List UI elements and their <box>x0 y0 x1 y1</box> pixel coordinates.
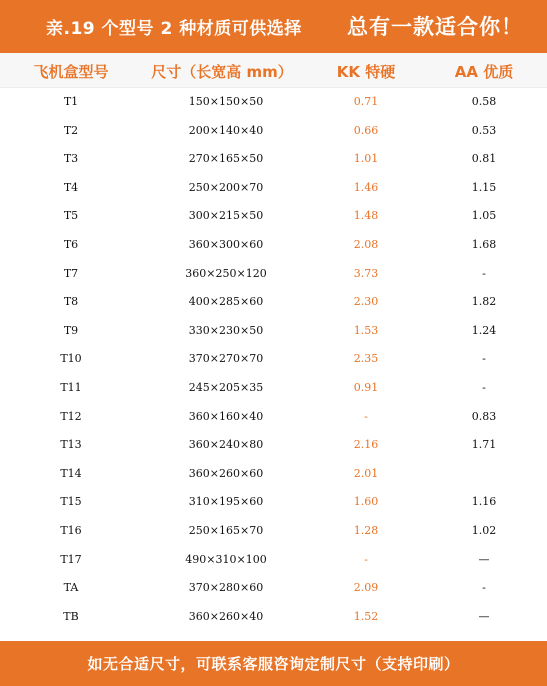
cell-size: 150×150×50 <box>188 95 264 108</box>
table-row <box>0 488 547 517</box>
cell-model: T10 <box>60 352 82 366</box>
cell-size: 250×165×70 <box>188 523 264 537</box>
table-row <box>0 517 547 546</box>
table-row <box>0 145 547 174</box>
cell-aa: - <box>482 581 486 595</box>
cell-kk: 2.35 <box>353 352 379 366</box>
cell-kk: 1.28 <box>353 523 379 537</box>
table-row <box>0 574 547 603</box>
cell-aa: - <box>482 352 486 366</box>
cell-model: T2 <box>63 123 79 137</box>
cell-kk: 2.16 <box>353 438 379 452</box>
cell-size: 245×205×35 <box>188 380 264 394</box>
cell-model: T12 <box>60 409 82 423</box>
cell-model: T9 <box>63 323 79 337</box>
cell-aa: 1.24 <box>471 323 497 337</box>
cell-aa: 0.81 <box>471 152 497 166</box>
cell-size: 330×230×50 <box>188 323 264 337</box>
cell-aa: — <box>478 609 490 623</box>
cell-size: 360×240×80 <box>188 438 264 452</box>
table-row <box>0 117 547 146</box>
table-row <box>0 231 547 260</box>
cell-aa: 1.05 <box>471 209 497 223</box>
cell-size: 370×280×60 <box>188 581 264 595</box>
cell-kk: 2.30 <box>353 295 379 309</box>
cell-model: TB <box>63 609 79 623</box>
table-header-row <box>0 53 547 88</box>
cell-model: T6 <box>63 237 79 251</box>
cell-aa: 1.02 <box>471 523 497 537</box>
cell-size: 200×140×40 <box>188 123 264 137</box>
cell-model: T5 <box>63 209 79 223</box>
cell-aa: 1.16 <box>471 495 497 509</box>
cell-kk: 0.91 <box>353 380 379 394</box>
cell-size: 360×260×40 <box>188 609 264 623</box>
table-row <box>0 374 547 403</box>
table-row <box>0 174 547 203</box>
cell-model: T4 <box>63 180 79 194</box>
table-row <box>0 88 547 117</box>
table-body <box>0 88 547 631</box>
cell-aa: - <box>482 266 486 280</box>
cell-kk: 2.01 <box>353 466 379 480</box>
cell-aa: 0.83 <box>471 409 497 423</box>
footer-text: 如无合适尺寸，可联系客服咨询定制尺寸（支持印刷） <box>87 655 460 673</box>
header-model: 飞机盒型号 <box>33 63 109 81</box>
cell-aa: 0.58 <box>471 95 497 108</box>
cell-size: 400×285×60 <box>188 295 264 309</box>
cell-model: TA <box>63 581 79 595</box>
cell-kk: 1.53 <box>353 323 379 337</box>
table-row <box>0 603 547 632</box>
cell-model: T14 <box>60 466 82 480</box>
cell-size: 490×310×100 <box>185 552 267 566</box>
table-row <box>0 546 547 575</box>
cell-kk: 1.46 <box>353 180 379 194</box>
table-row <box>0 345 547 374</box>
cell-kk: - <box>364 409 368 423</box>
header-kk: KK 特硬 <box>336 63 396 81</box>
cell-size: 310×195×60 <box>188 495 264 509</box>
cell-size: 370×270×70 <box>188 352 264 366</box>
banner-left-text: 亲.19 个型号 2 种材质可供选择 <box>46 19 302 39</box>
cell-size: 360×160×40 <box>188 409 264 423</box>
cell-size: 360×250×120 <box>185 266 267 280</box>
header-size: 尺寸（长宽高 mm） <box>151 63 293 81</box>
cell-aa: 1.82 <box>471 295 497 309</box>
cell-kk: - <box>364 552 368 566</box>
cell-kk: 1.60 <box>353 495 379 509</box>
cell-aa: 0.53 <box>471 123 497 137</box>
cell-model: T17 <box>60 552 82 566</box>
cell-aa: 1.68 <box>471 237 497 251</box>
table-row <box>0 260 547 289</box>
cell-model: T13 <box>60 438 82 452</box>
cell-kk: 3.73 <box>353 266 379 280</box>
cell-model: T1 <box>63 95 79 108</box>
cell-model: T11 <box>60 380 82 394</box>
cell-model: T16 <box>60 523 82 537</box>
cell-model: T7 <box>63 266 79 280</box>
cell-kk: 1.52 <box>353 609 379 623</box>
table-row <box>0 403 547 432</box>
cell-kk: 0.71 <box>353 95 379 108</box>
cell-kk: 2.08 <box>353 237 379 251</box>
cell-kk: 0.66 <box>353 123 379 137</box>
header-aa: AA 优质 <box>454 63 514 81</box>
cell-size: 270×165×50 <box>188 152 264 166</box>
cell-aa: — <box>478 552 490 566</box>
cell-aa: 1.71 <box>471 438 497 452</box>
cell-size: 360×260×60 <box>188 466 264 480</box>
cell-model: T15 <box>60 495 82 509</box>
cell-size: 300×215×50 <box>188 209 264 223</box>
table-row <box>0 431 547 460</box>
banner-right-text: 总有一款适合你！ <box>347 15 523 39</box>
cell-kk: 1.01 <box>353 152 379 166</box>
cell-aa: - <box>482 380 486 394</box>
cell-kk: 2.09 <box>353 581 379 595</box>
cell-aa: 1.15 <box>471 180 497 194</box>
cell-model: T8 <box>63 295 79 309</box>
cell-size: 360×300×60 <box>188 237 264 251</box>
cell-model: T3 <box>63 152 79 166</box>
cell-kk: 1.48 <box>353 209 379 223</box>
table-row <box>0 317 547 346</box>
cell-size: 250×200×70 <box>188 180 264 194</box>
table-row <box>0 460 547 489</box>
table-row <box>0 202 547 231</box>
top-banner <box>0 0 547 53</box>
bottom-banner <box>0 641 547 686</box>
table-row <box>0 288 547 317</box>
